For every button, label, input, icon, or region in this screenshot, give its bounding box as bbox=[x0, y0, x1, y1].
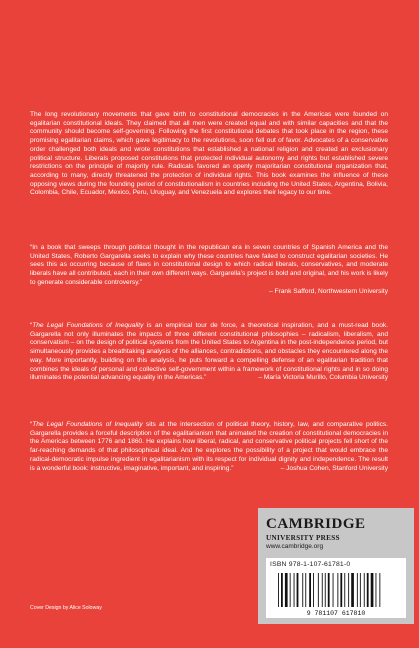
barcode-bar bbox=[371, 573, 374, 607]
review-quote-murillo bbox=[30, 322, 388, 383]
publisher-panel bbox=[258, 508, 414, 624]
review-open-quote: “ bbox=[30, 421, 33, 428]
barcode-bar bbox=[313, 573, 314, 607]
publisher-logo-subname: UNIVERSITY PRESS bbox=[266, 534, 340, 542]
review-book-title: The Legal Foundations of Inequality bbox=[32, 322, 144, 329]
barcode-bar bbox=[351, 573, 354, 607]
book-description: The long revolutionary movements that gave birth to constitutional democracies in the Americas were founded on egalitarian constitutional ideals. They claimed that all men were created equal and with similar capacities and that the community should become self-governing. Following the first constitutional debates that took place in the region, these promising egalitarian claims, which gave legitimacy to the revolutions, soon fell out of favor. Advocates of a conservative order challenged both ideals and wrote constitutions that established a national religion and created an exclusionary political structure. Liberals proposed constitutions that protected individual autonomy and rights but established severe restrictions on the principle of majority rule. Radicals favored an openly majoritarian constitutional organization that, according to many, directly threatened the protection of individual rights. This book examines the influence of these opposing views during the founding period of constitutionalism in countries including the United States, Argentina, Bolivia, Colombia, Chile, Ecuador, Mexico, Peru, Uruguay, and Venezuela and explores their legacy to our time. bbox=[30, 111, 388, 197]
barcode-bar bbox=[309, 573, 311, 607]
review-quote-safford bbox=[30, 244, 388, 296]
review-book-title: The Legal Foundations of Inequality bbox=[32, 421, 143, 428]
barcode-bar bbox=[376, 573, 377, 607]
review-text: is an empirical tour de force, a theoretical inspiration, and a must-read book. Gargarella not only illuminates the impacts of three different constitutional philosophies – radicalism, liberalism, and conservatism – on the design of political systems from the United States to Argentina in the post-independence period, but simultaneously provides a breathtaking analysis of the alliances, contradictions, and obstacles they encountered along the way. More importantly, building on this analysis, he puts forward a compelling defense of an egalitarian tradition that combines the ideals of personal and collective self-government within a framework of constitutional rights and in so doing illuminates the potential advancing equality in the Americas.” bbox=[30, 322, 389, 382]
barcode-bar bbox=[340, 573, 342, 607]
publisher-url: www.cambridge.org bbox=[266, 543, 324, 550]
review-text: “In a book that sweeps through political thought in the republican era in seven countries of Spanish America and the United States, Roberto Gargarella seeks to explain why these countries have failed to construct egalitarian societies. He sees this as occurring because of flaws in constitutional design to which radical liberals, conservatives, and moderate liberals have all contributed, each in their own different ways. Gargarella’s project is bold and original, and his work is likely to generate considerable controversy.” bbox=[30, 244, 388, 286]
barcode-bar bbox=[305, 573, 306, 607]
barcode-bar bbox=[333, 573, 334, 607]
review-open-quote: “ bbox=[30, 322, 33, 329]
barcode-bar bbox=[379, 573, 380, 607]
isbn-label: ISBN 978-1-107-61781-0 bbox=[270, 561, 351, 568]
barcode-bar bbox=[302, 573, 303, 607]
barcode-bar bbox=[297, 573, 299, 607]
barcode-bar bbox=[328, 573, 330, 607]
barcode-bar bbox=[360, 573, 361, 607]
barcode-bar bbox=[294, 573, 295, 607]
barcode-bar bbox=[318, 573, 319, 607]
review-attribution: – Joshua Cohen, Stanford University bbox=[280, 464, 388, 472]
barcode-bar bbox=[281, 573, 283, 607]
barcode-bar bbox=[322, 573, 323, 607]
barcode-bar bbox=[348, 573, 349, 607]
review-attribution: – Frank Safford, Northwestern University bbox=[269, 287, 388, 295]
barcode-icon bbox=[270, 571, 402, 617]
barcode-bar bbox=[367, 573, 369, 607]
review-quote-cohen bbox=[30, 421, 388, 473]
barcode-bar bbox=[344, 573, 345, 607]
review-attribution: – María Victoria Murillo, Columbia University bbox=[258, 374, 388, 382]
barcode-bar bbox=[357, 573, 358, 607]
barcode-bar bbox=[290, 573, 291, 607]
barcode-bar bbox=[364, 573, 365, 607]
barcode-bar bbox=[285, 573, 288, 607]
isbn-barcode-box bbox=[266, 558, 406, 618]
barcode-bar bbox=[325, 573, 326, 607]
publisher-logo-name: CAMBRIDGE bbox=[266, 516, 366, 532]
barcode-digits: 9 781107 617810 bbox=[306, 610, 366, 617]
review-text: sits at the intersection of political theory, history, law, and comparative politics. Gargarella provides a forceful description of the egalitarianism that animated the creation of constitutional democracies in the Americas between 1776 and 1860. He explains how liberal, radical, and conservative political projects fell short of the far-reaching demands of that philosophical ideal. And he explores the possibility of a project that would embrace the radical-democratic impulse ingredient in egalitarianism with its respect for individual dignity and independence. The result is a wonderful book: instructive, imaginative, important, and inspiring.” bbox=[30, 421, 388, 472]
barcode-bar bbox=[337, 573, 338, 607]
barcode-bar bbox=[278, 573, 279, 607]
cover-design-credit: Cover Design by Alice Soloway bbox=[30, 605, 102, 611]
